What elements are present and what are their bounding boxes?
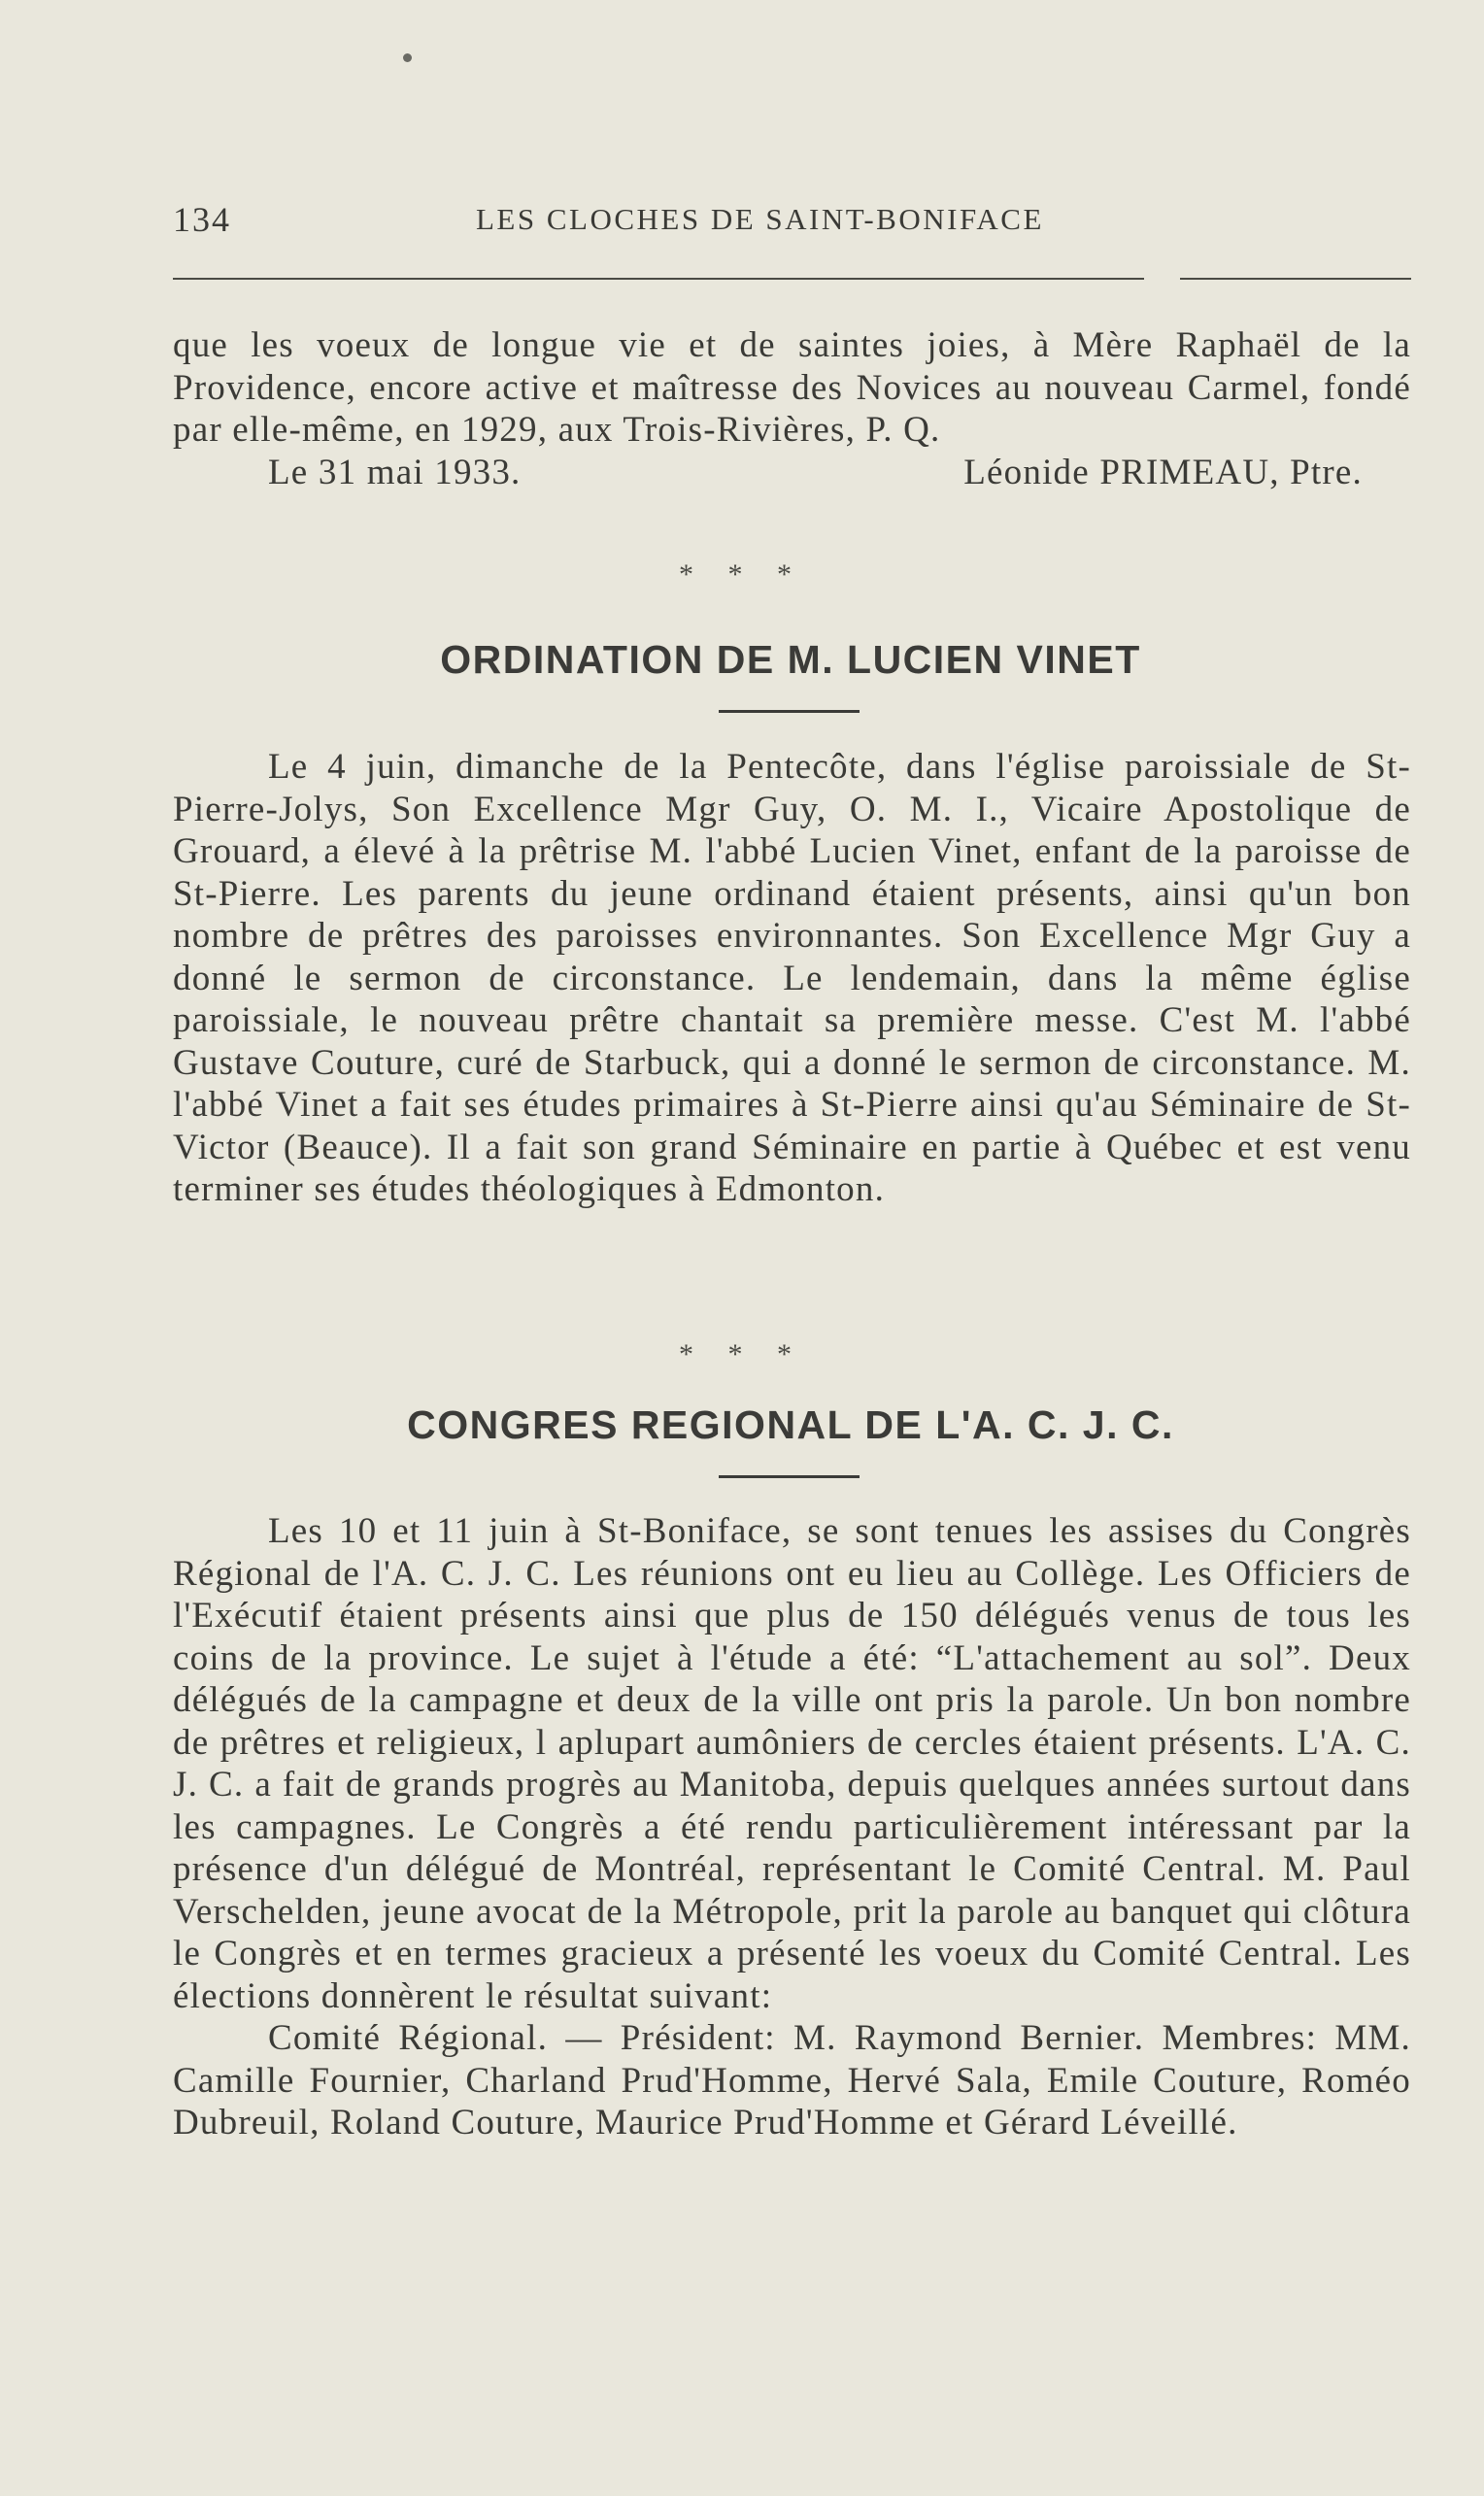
intro-section [173, 324, 1411, 493]
ordination-paragraph: Le 4 juin, dimanche de la Pentecôte, dans l'église paroissiale de St-Pierre-Jolys, Son Excellence Mgr Guy, O. M. I., Vicaire Apostolique de Grouard, a élevé à la prêtrise M. l'abbé Lucien Vinet, enfant de la paroisse de St-Pierre. Les parents du jeune ordinand étaient présents, ainsi qu'un bon nombre de prêtres des paroisses environnantes. Son Excellence Mgr Guy a donné le sermon de circonstance. Le lendemain, dans la même église paroissiale, le nouveau prêtre chantait sa première messe. C'est M. l'abbé Gustave Couture, curé de Starbuck, qui a donné le sermon de circonstance. M. l'abbé Vinet a fait ses études primaires à St-Pierre ainsi qu'au Séminaire de St-Victor (Beauce). Il a fait son grand Séminaire en partie à Québec et est venu terminer ses études théologiques à Edmonton. [173, 747, 1411, 1209]
section-separator: * * * [679, 558, 805, 590]
intro-paragraph: que les voeux de longue vie et de saintes joies, à Mère Raphaël de la Providence, encore active et maîtresse des Novices au nouveau Carmel, fondé par elle-même, en 1929, aux Trois-Rivières, P. Q. [173, 325, 1411, 450]
signature-date: Le 31 mai 1933. [268, 452, 522, 492]
ordination-heading: ORDINATION DE M. LUCIEN VINET [440, 637, 1141, 682]
committee-paragraph: Comité Régional. — Président: M. Raymond Bernier. Membres: MM. Camille Fournier, Charland Prud'Homme, Hervé Sala, Emile Couture, Roméo Dubreuil, Roland Couture, Maurice Prud'Homme et Gérard Léveillé. [173, 2018, 1411, 2142]
signature-name: Léonide PRIMEAU, Ptre. [963, 452, 1363, 492]
signature-line [173, 452, 1411, 494]
congres-heading-rule [719, 1475, 860, 1478]
congres-section [173, 1510, 1411, 2144]
header-rule-right [1180, 278, 1411, 280]
ordination-section [173, 746, 1411, 1211]
running-title: LES CLOCHES DE SAINT-BONIFACE [476, 202, 1044, 236]
page-number: 134 [173, 200, 231, 239]
section-separator: * * * [679, 1338, 805, 1370]
congres-heading: CONGRES REGIONAL DE L'A. C. J. C. [407, 1402, 1174, 1447]
header-rule-left [173, 278, 1144, 280]
congres-paragraph: Les 10 et 11 juin à St-Boniface, se sont tenues les assises du Congrès Régional de l'A. C. J. C. Les réunions ont eu lieu au Collège. Les Officiers de l'Exécutif étaient présents ainsi que plus de 150 délégués venus de tous les coins de la province. Le sujet à l'étude a été: “L'attachement au sol”. Deux délégués de la campagne et deux de la ville ont pris la parole. Un bon nombre de prêtres et religieux, l aplupart aumôniers de cercles étaient présents. L'A. C. J. C. a fait de grands progrès au Manitoba, depuis quelques années surtout dans les campagnes. Le Congrès a été rendu particulièrement intéressant par la présence d'un délégué de Montréal, représentant le Comité Central. M. Paul Verschelden, jeune avocat de la Métropole, prit la parole au banquet qui clôtura le Congrès et en termes gracieux a présenté les voeux du Comité Central. Les élections donnèrent le résultat suivant: [173, 1511, 1411, 2016]
ordination-heading-rule [719, 710, 860, 713]
ink-speck [403, 53, 412, 62]
